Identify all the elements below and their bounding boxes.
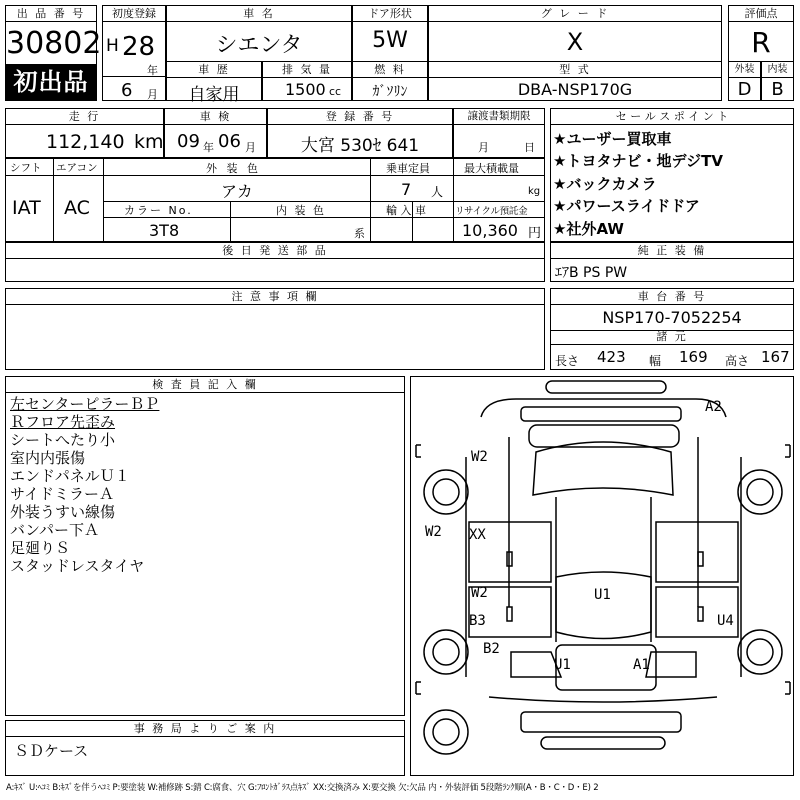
color-no-label: カラー No.	[124, 204, 193, 217]
score: R	[751, 26, 771, 59]
reg-year: 28	[122, 32, 156, 62]
displacement: 1500	[285, 80, 326, 99]
fuel-box	[352, 61, 428, 101]
remark-item: バンパー下Ａ	[10, 521, 99, 539]
inspection-month-unit: 月	[245, 141, 256, 154]
plate-label: 登 録 番 号	[268, 109, 452, 125]
remark-item: 足廻りＳ	[10, 539, 71, 557]
interior-label: 内装	[762, 62, 793, 78]
ac: AC	[64, 197, 90, 219]
inspection-year: 09	[177, 131, 200, 152]
lot-number-label: 出 品 番 号	[6, 6, 96, 22]
body-color: アカ	[221, 182, 253, 201]
displacement-unit: cc	[329, 85, 342, 98]
shift: IAT	[12, 197, 41, 219]
displacement-box	[262, 61, 352, 101]
car-name: シエンタ	[215, 33, 303, 58]
car-name-box	[166, 5, 352, 63]
height-label: 高さ	[725, 354, 750, 368]
sales-point-item: ★ユーザー買取車	[553, 130, 672, 148]
model-code: DBA-NSP170G	[517, 80, 633, 99]
height: 167	[761, 348, 790, 366]
max-load-label: 最大積載量	[464, 162, 519, 175]
damage-mark: A2	[705, 399, 722, 415]
recycle-unit: 円	[528, 226, 542, 241]
history-box	[166, 61, 262, 105]
capacity: 7	[401, 180, 412, 199]
transfer-month: 月	[478, 141, 489, 154]
spec-block	[5, 158, 545, 242]
import-label: 輸 入 車	[386, 204, 426, 217]
inspector-label: 検 査 員 記 入 欄	[6, 377, 404, 393]
door-type: 5W	[372, 28, 408, 53]
remark-item: 外装うすい線傷	[10, 503, 116, 521]
damage-mark: XX	[469, 527, 486, 543]
recycle-fee: 10,360	[462, 221, 518, 240]
history: 自家用	[188, 85, 240, 105]
lot-number-box	[5, 5, 102, 101]
vehicle-diagram	[410, 376, 794, 776]
era: H	[106, 36, 119, 56]
notes-box	[5, 288, 545, 370]
grade-label: グ レ ー ド	[429, 6, 721, 22]
length-label: 長さ	[555, 354, 580, 368]
length: 423	[597, 348, 626, 366]
sales-points-box	[550, 108, 794, 242]
interior-score: B	[771, 79, 784, 100]
grade-box	[428, 5, 722, 63]
interior-color-suffix: 系	[354, 227, 365, 240]
first-registration-label: 初度登録	[103, 6, 165, 22]
inspection-year-unit: 年	[203, 141, 214, 154]
recycle-label: リサイクル預託金	[455, 206, 528, 217]
plate-number: 大宮 530ｾ 641	[300, 136, 420, 156]
sales-point-item: ★トヨタナビ・地デジTV	[553, 152, 723, 170]
door-label: ドア形状	[353, 6, 427, 22]
model-label: 型 式	[429, 62, 721, 78]
damage-mark: W2	[425, 524, 442, 540]
width: 169	[679, 348, 708, 366]
remark-item: スタッドレスタイヤ	[10, 557, 145, 575]
remark-item: 左センターピラーＢＰ	[10, 395, 160, 413]
mileage: 112,140	[46, 131, 125, 153]
inspector-box	[5, 376, 405, 716]
chassis-label: 車 台 番 号	[551, 289, 793, 305]
grade: X	[566, 28, 584, 56]
reg-month: 6	[121, 80, 133, 101]
inspection-box	[164, 108, 267, 158]
max-load-unit: kg	[528, 186, 541, 197]
sales-point-item: ★パワースライドドア	[553, 197, 700, 215]
color-no: 3T8	[149, 221, 180, 240]
width-label: 幅	[649, 354, 662, 368]
month-unit: 月	[147, 88, 158, 101]
damage-mark: U4	[717, 613, 734, 629]
fuel: ｶﾞｿﾘﾝ	[372, 84, 408, 100]
equipment-label: 純 正 装 備	[551, 243, 793, 259]
chassis-number: NSP170-7052254	[602, 308, 742, 327]
later-parts-label: 後 日 発 送 部 品	[6, 243, 544, 259]
inspection-label: 車 検	[165, 109, 266, 125]
mileage-unit: km	[134, 131, 164, 153]
interior-score-box	[761, 61, 794, 101]
damage-mark: B2	[483, 641, 500, 657]
damage-mark: A1	[633, 657, 650, 673]
equipment-value: ｴｱB PS PW	[555, 265, 628, 281]
sales-point-item: ★社外AW	[553, 220, 624, 238]
score-label: 評価点	[729, 6, 793, 22]
exterior-score-box	[728, 61, 761, 101]
model-box	[428, 61, 722, 101]
mileage-box	[5, 108, 164, 158]
color-label: 外 装 色	[206, 162, 261, 175]
car-outline-diagram	[411, 377, 795, 777]
car-name-label: 車 名	[167, 6, 351, 22]
door-box	[352, 5, 428, 63]
exterior-label: 外装	[729, 62, 760, 78]
ac-label: エアコン	[56, 162, 98, 174]
sales-point-item: ★バックカメラ	[553, 175, 657, 193]
mileage-label: 走 行	[6, 109, 163, 125]
damage-mark: B3	[469, 613, 486, 629]
shift-label: シフト	[10, 162, 42, 174]
damage-mark: W2	[471, 449, 488, 465]
remark-item: Ｒフロア先歪み	[10, 413, 116, 431]
office-note: ＳＤケース	[14, 742, 89, 760]
later-parts-box	[5, 242, 545, 282]
lot-number: 30802	[6, 26, 102, 61]
damage-mark: U1	[554, 657, 571, 673]
chassis-box	[550, 288, 794, 370]
notes-label: 注 意 事 項 欄	[6, 289, 544, 305]
exterior-score: D	[737, 79, 752, 100]
plate-box	[267, 108, 453, 158]
damage-code-legend: A:ｷｽﾞ U:ﾍｺﾐ B:ｷｽﾞを伴うﾍｺﾐ P:要塗装 W:補修跡 S:錆 C:腐食、穴 G:ﾌﾛﾝﾄｶﾞﾗｽ点ｷｽﾞ XX:交換済み X:要交換 欠:欠品 内・外装評価 5段階ﾗﾝｸ順(A・B・C・D・E) 2	[6, 783, 599, 793]
damage-mark: W2	[471, 585, 488, 601]
fuel-label: 燃 料	[353, 62, 427, 78]
dims-label: 諸 元	[551, 330, 793, 345]
transfer-box	[453, 108, 545, 158]
first-registration-box	[102, 5, 166, 101]
score-box	[728, 5, 794, 63]
transfer-day: 日	[524, 141, 535, 154]
remark-item: サイドミラーＡ	[10, 485, 114, 503]
capacity-unit: 人	[431, 185, 444, 199]
history-label: 車 歴	[167, 62, 261, 78]
first-listing-badge: 初出品	[6, 64, 96, 100]
displacement-label: 排 気 量	[263, 62, 351, 78]
year-unit: 年	[147, 64, 158, 77]
damage-mark: U1	[594, 587, 611, 603]
office-label: 事 務 局 よ り ご 案 内	[6, 721, 404, 737]
interior-color-label: 内 装 色	[276, 204, 326, 217]
sales-points-label: セ ー ル ス ポ イ ン ト	[551, 109, 793, 125]
remark-item: シートへたり小	[10, 431, 116, 449]
capacity-label: 乗車定員	[386, 162, 430, 175]
remark-item: エンドパネルＵ１	[10, 467, 130, 485]
remark-item: 室内内張傷	[10, 449, 86, 467]
office-box	[5, 720, 405, 776]
transfer-label: 譲渡書類期限	[454, 109, 544, 125]
equipment-box	[550, 242, 794, 282]
inspection-month: 06	[218, 131, 241, 152]
